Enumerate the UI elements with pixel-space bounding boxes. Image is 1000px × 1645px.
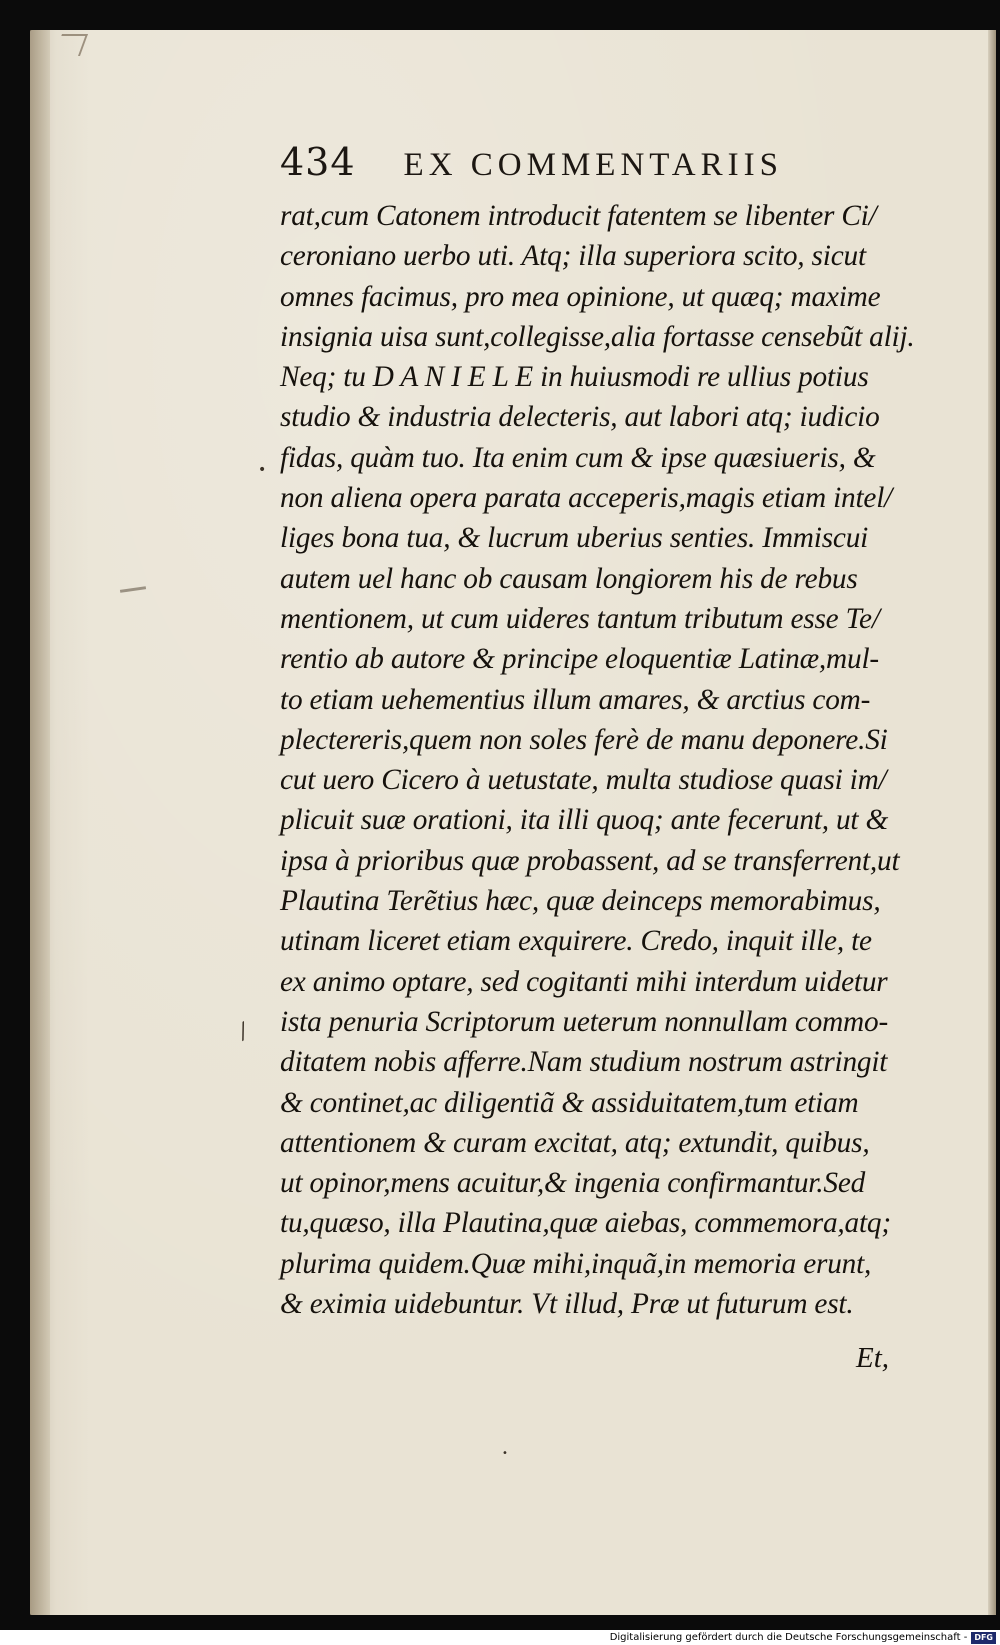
text-line: liges bona tua, & lucrum uberius senties. Immiscui	[280, 522, 869, 555]
margin-pen-stroke-mark: ⁄	[235, 1020, 252, 1045]
funding-credit: Digitalisierung gefördert durch die Deutsche Forschungsgemeinschaft -	[609, 1632, 968, 1643]
text-line: studio & industria delecteris, aut labori atq; iudicio	[280, 401, 880, 434]
text-line: & eximia uidebuntur. Vt illud, Præ ut futurum est.	[280, 1288, 854, 1321]
page-fore-edge	[988, 30, 996, 1615]
text-line: Plautina Terẽtius hæc, quæ deinceps memorabimus,	[280, 885, 881, 918]
text-line: Neq; tu D A N I E L E in huiusmodi re ullius potius	[280, 361, 869, 394]
text-line: rat,cum Catonem introducit fatentem se libenter Ci/	[280, 200, 877, 232]
text-line: mentionem, ut cum uideres tantum tributum esse Te/	[280, 602, 880, 635]
text-line: plicuit suæ orationi, ita illi quoq; ante fecerunt, ut &	[280, 804, 889, 837]
text-line: ut opinor,mens acuitur,& ingenia confirmantur.Sed	[280, 1167, 866, 1200]
text-line: to etiam uehementius illum amares, & arctius com-	[280, 683, 871, 716]
margin-dot-mark: •	[258, 462, 267, 478]
text-line: insignia uisa sunt,collegisse,alia fortasse censebũt alij.	[280, 320, 915, 353]
running-head: EX COMMENTARIIS	[403, 147, 783, 183]
text-line: omnes facimus, pro mea opinione, ut quæq; maxime	[280, 280, 881, 313]
text-line: ceroniano uerbo uti. Atq; illa superiora scito, sicut	[280, 240, 866, 273]
page-header	[280, 140, 840, 190]
catchword: Et,	[856, 1342, 890, 1374]
page-gutter-shadow	[30, 30, 50, 1615]
text-line: tu,quæso, illa Plautina,quæ aiebas, commemora,atq;	[280, 1207, 891, 1240]
text-line: attentionem & curam excitat, atq; extundit, quibus,	[280, 1126, 870, 1159]
page-number: 434	[280, 140, 356, 184]
text-line: autem uel hanc ob causam longiorem his de rebus	[280, 562, 858, 595]
body-text	[280, 196, 915, 1324]
text-line: rentio ab autore & principe eloquentiæ Latinæ,mul-	[280, 643, 879, 676]
digitization-footer	[0, 1630, 1000, 1645]
text-line: & continet,ac diligentiã & assiduitatem,tum etiam	[280, 1086, 859, 1119]
text-line: ex animo optare, sed cogitanti mihi interdum uidetur	[280, 965, 888, 998]
text-line: plurima quidem.Quæ mihi,inquã,in memoria erunt,	[280, 1247, 872, 1280]
text-line: fidas, quàm tuo. Ita enim cum & ipse quæsiueris, &	[280, 441, 876, 474]
dfg-logo: DFG	[971, 1632, 996, 1644]
text-line: utinam liceret etiam exquirere. Credo, inquit ille, te	[280, 925, 872, 958]
text-line: ditatem nobis afferre.Nam studium nostrum astringit	[280, 1046, 888, 1079]
text-line: cut uero Cicero à uetustate, multa studiose quasi im/	[280, 764, 887, 797]
text-line: ista penuria Scriptorum ueterum nonnullam commo-	[280, 1005, 889, 1038]
text-line: non aliena opera parata acceperis,magis etiam intel/	[280, 482, 893, 515]
text-line: ipsa à prioribus quæ probassent, ad se transferrent,ut	[280, 844, 900, 877]
text-line: plectereris,quem non soles ferè de manu deponere.Si	[280, 723, 888, 756]
bottom-ink-dot: •	[502, 1448, 508, 1459]
